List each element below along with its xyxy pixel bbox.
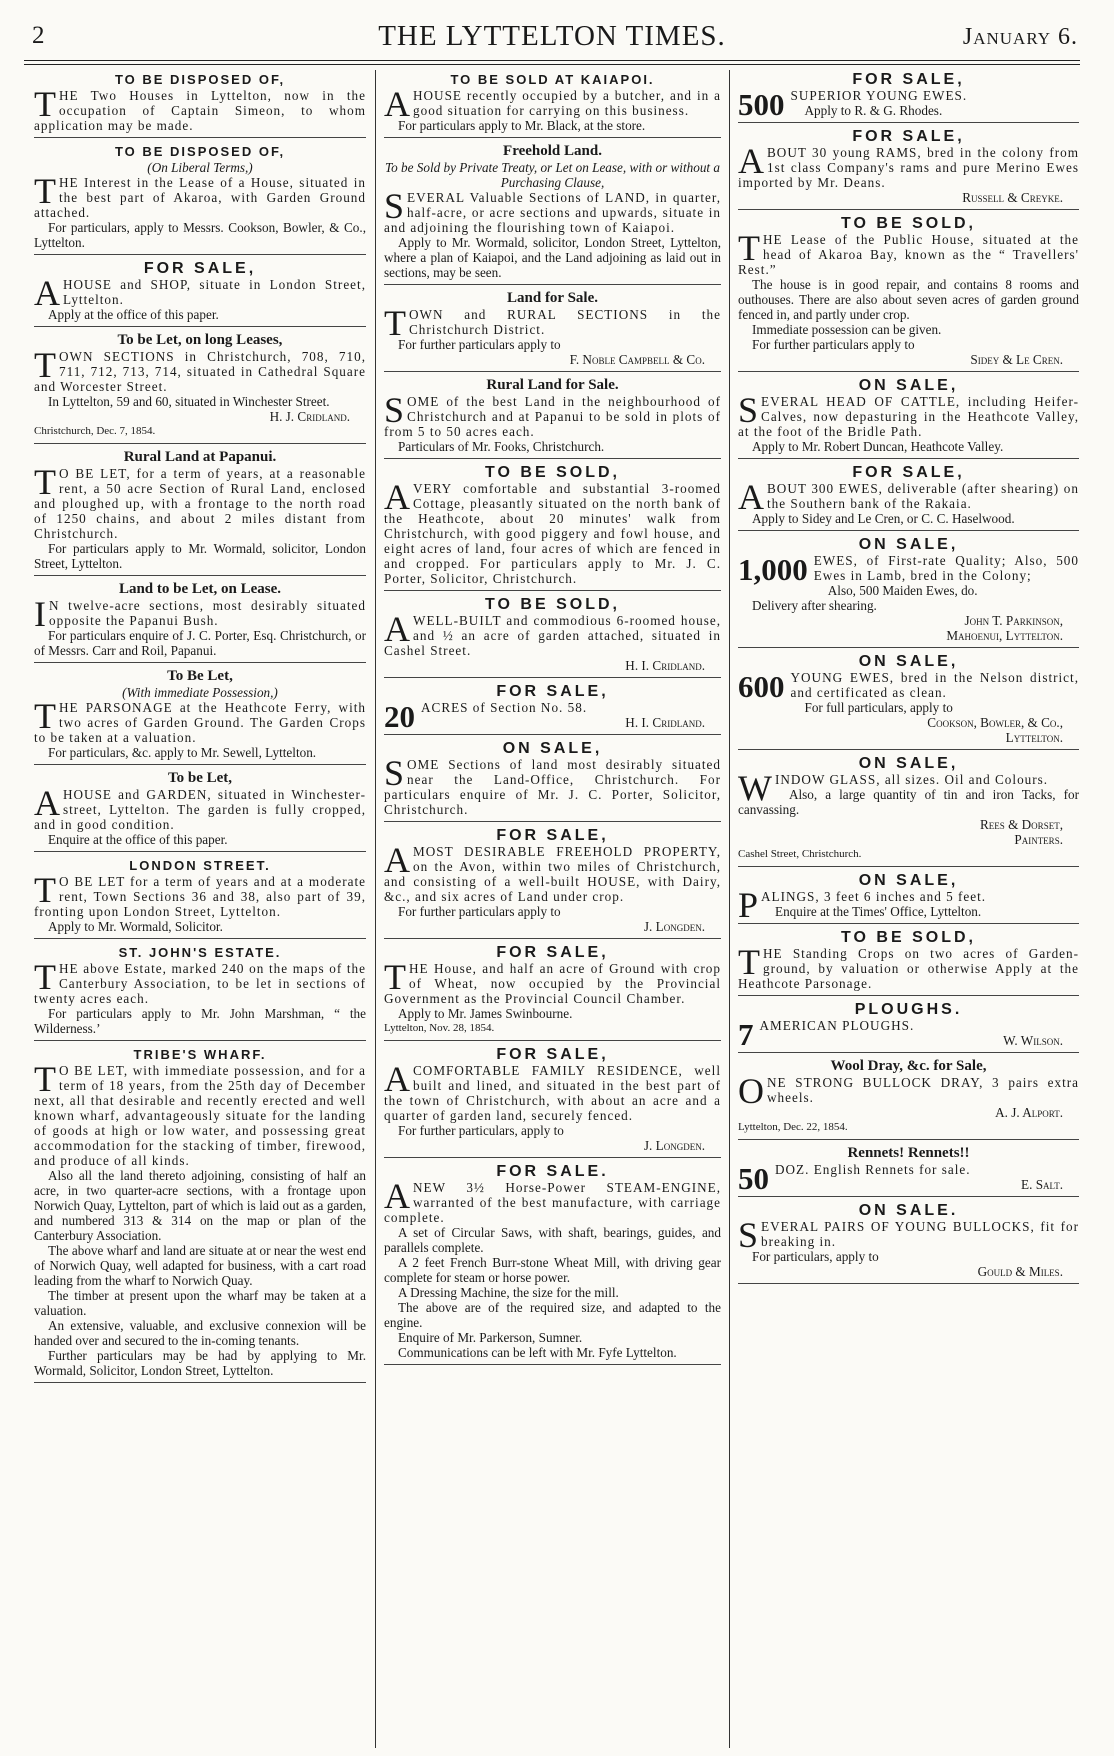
ad-paragraph: The timber at present upon the wharf may be taken at a valuation. — [34, 1288, 366, 1318]
drop-cap: S — [738, 390, 759, 430]
ad-heading: TO BE DISPOSED OF, — [114, 144, 286, 159]
ad-heading: TO BE DISPOSED OF, — [114, 72, 286, 87]
drop-cap: T — [34, 171, 56, 211]
ad-text: ACRES of Section No. 58. — [421, 700, 588, 715]
drop-cap: A — [34, 783, 60, 823]
ad-heading: ON SALE, — [858, 873, 959, 889]
advertisement — [34, 771, 366, 855]
advertisement — [34, 261, 366, 330]
ad-separator — [34, 764, 366, 765]
ad-heading: FOR SALE, — [143, 261, 257, 277]
ad-text: OME Sections of land most desirably situated near the Land-Office, Christchurch. For particulars enquire of Mr. J. C. Porter, Solicitor, Christchurch. — [384, 757, 721, 817]
ad-paragraph: For particulars enquire of J. C. Porter, Esq. Christchurch, or of Messrs. Carr and Roil, Papanui. — [34, 628, 366, 658]
ad-text: HOUSE and GARDEN, situated in Winchester-street, Lyttelton. The garden is fully cropped, and in good condition. — [34, 787, 366, 832]
ad-paragraph: Apply to Mr. James Swinbourne. — [398, 1006, 573, 1021]
ad-signature: Mahoenui, Lyttelton. — [946, 628, 1063, 643]
advertisement — [738, 537, 1079, 651]
advertisement — [738, 1203, 1079, 1287]
drop-cap: S — [384, 753, 405, 793]
ad-text: HE Two Houses in Lyttelton, now in the occupation of Captain Simeon, to whom application may be made. — [34, 88, 366, 133]
ad-heading: FOR SALE, — [496, 828, 609, 844]
ad-heading: ON SALE. — [858, 1203, 959, 1219]
ad-separator — [34, 326, 366, 327]
ad-separator — [34, 137, 366, 138]
ad-separator — [34, 851, 366, 852]
drop-cap: T — [34, 462, 56, 502]
advertisement — [738, 465, 1079, 534]
ad-separator — [738, 866, 1079, 867]
ad-separator — [738, 995, 1079, 996]
advertisement — [738, 378, 1079, 462]
header-rule — [24, 60, 1080, 61]
ad-heading: FOR SALE, — [852, 465, 965, 481]
ad-paragraph: An extensive, valuable, and exclusive connexion will be handed over and secured to the in-coming tenants. — [34, 1318, 366, 1348]
masthead — [24, 18, 1080, 58]
ad-body — [738, 942, 1079, 991]
ad-body — [34, 696, 366, 745]
ad-heading: FOR SALE, — [496, 945, 609, 961]
ad-heading: Rural Land for Sale. — [486, 378, 619, 393]
advertisement — [34, 144, 366, 258]
ad-separator — [34, 575, 366, 576]
advertisement — [34, 1047, 366, 1386]
ad-heading: Rural Land at Papanui. — [123, 450, 277, 465]
advertisement — [738, 756, 1079, 870]
ad-quantity: 7 — [738, 1017, 754, 1052]
drop-cap: A — [384, 477, 410, 517]
ad-separator — [384, 371, 721, 372]
ad-heading: To Be Let, — [167, 669, 233, 684]
ad-text: HE Lease of the Public House, situated at the head of Akaroa Bay, known as the “ Travellers' Rest.” — [738, 232, 1079, 277]
advertisement — [384, 684, 721, 738]
ad-signature: A. J. Alport. — [995, 1105, 1063, 1120]
ad-paragraph: Apply to Sidey and Le Cren, or C. C. Haselwood. — [752, 511, 1015, 526]
ad-body — [384, 753, 721, 817]
ad-text: HOUSE recently occupied by a butcher, and in a good situation for carrying on this business. — [413, 88, 721, 118]
ad-separator — [738, 647, 1079, 648]
ad-heading: TO BE SOLD, — [485, 597, 620, 613]
ad-paragraph: The above wharf and land are situate at or near the west end of Norwich Quay, well adapted for business, with a cart road leading from the wharf to Norwich Quay. — [34, 1243, 366, 1288]
ad-paragraph: For further particulars apply to — [398, 904, 561, 919]
ad-heading: FOR SALE, — [496, 1047, 609, 1063]
ad-separator — [738, 923, 1079, 924]
ad-heading: ON SALE, — [858, 654, 959, 670]
advertisement — [384, 1164, 721, 1368]
ad-heading: TO BE SOLD, — [841, 930, 976, 946]
ad-subheading: (On Liberal Terms,) — [147, 160, 253, 175]
ad-body — [34, 171, 366, 220]
ad-subheading: To be Sold by Private Treaty, or Let on Lease, with or without a Purchasing Clause, — [385, 160, 720, 190]
column-2 — [384, 72, 721, 1748]
ad-text: OWN and RURAL SECTIONS in the Christchurch District. — [409, 307, 721, 337]
ad-text: DOZ. English Rennets for sale. — [775, 1162, 971, 1177]
ad-separator — [34, 1382, 366, 1383]
drop-cap: S — [384, 186, 405, 226]
ad-paragraph: For particulars apply to Mr. Black, at the store. — [398, 118, 646, 133]
ad-paragraph: Communications can be left with Mr. Fyfe Lyttelton. — [398, 1345, 677, 1360]
ad-separator — [738, 1283, 1079, 1284]
ad-text: EVERAL Valuable Sections of LAND, in quarter, half-acre, or acre sections and upwards, situate in and adjoining the flourishing town of Kaiapoi. — [384, 190, 721, 235]
ad-text: OWN SECTIONS in Christchurch, 708, 710, 711, 712, 713, 714, situated in Cathedral Square and Worcester Street. — [34, 349, 366, 394]
ad-body — [384, 1176, 721, 1225]
ad-text: O BE LET, for a term of years, at a reasonable rent, a 50 acre Section of Rural Land, enclosed and ploughed up, with a frontage to the north road of 1250 chains, and about 2 miles distant from Christchurch. — [34, 466, 366, 541]
ad-body — [738, 1215, 1079, 1255]
ad-paragraph: Immediate possession can be given. — [752, 322, 942, 337]
ad-signature: J. Longden. — [643, 919, 705, 934]
ad-heading: Freehold Land. — [503, 144, 602, 159]
ad-body — [384, 84, 721, 124]
ad-text: EVERAL HEAD OF CATTLE, including Heifer-Calves, now depasturing in the Heathcote Valley, at the foot of the Bridle Path. — [738, 394, 1079, 439]
ad-text: AMERICAN PLOUGHS. — [759, 1018, 915, 1033]
ad-body — [384, 840, 721, 904]
ad-separator — [384, 284, 721, 285]
drop-cap: S — [384, 390, 405, 430]
ad-heading: LONDON STREET. — [129, 858, 271, 873]
advertisement — [738, 930, 1079, 999]
advertisement — [34, 72, 366, 141]
ad-paragraph: A 2 feet French Burr-stone Wheat Mill, with driving gear complete for steam or horse power. — [384, 1255, 721, 1285]
ad-quantity: 500 — [738, 87, 785, 122]
ad-dateline: Lyttelton, Dec. 22, 1854. — [738, 1121, 848, 1133]
ad-quantity: 600 — [738, 669, 785, 704]
ad-heading: Land to be Let, on Lease. — [118, 582, 282, 597]
ad-separator — [384, 137, 721, 138]
drop-cap: T — [34, 1059, 56, 1099]
column-divider — [375, 70, 376, 1748]
column-1 — [34, 72, 366, 1748]
ad-text: VERY comfortable and substantial 3-roomed Cottage, pleasantly situated on the north bank of the Heathcote, about 20 minutes' walk from Christchurch, with good piggery and fowl house, and eight acres of land, four acres of which are fenced in and cropped. For particulars apply to Mr. J. C. Porter, Solicitor, Christchurch. — [384, 481, 721, 586]
ad-paragraph: Delivery after shearing. — [752, 598, 877, 613]
drop-cap: T — [738, 228, 760, 268]
ad-heading: ON SALE, — [858, 378, 959, 394]
ad-signature: H. I. Cridland. — [625, 715, 705, 730]
ad-text: COMFORTABLE FAMILY RESIDENCE, well built and lined, and situated in the best part of the town of Christchurch, with about an acre and a quarter of garden land, securely fenced. — [384, 1063, 721, 1123]
ad-paragraph: Enquire of Mr. Parkerson, Sumner. — [398, 1330, 583, 1345]
ad-paragraph: A Dressing Machine, the size for the mill. — [398, 1285, 619, 1300]
ad-heading: ON SALE, — [502, 741, 603, 757]
drop-cap: T — [34, 957, 56, 997]
ad-separator — [738, 749, 1079, 750]
ad-separator — [34, 254, 366, 255]
ad-separator — [34, 443, 366, 444]
ad-paragraph: Apply to Mr. Wormald, Solicitor. — [48, 919, 223, 934]
advertisement — [384, 741, 721, 825]
ad-separator — [738, 458, 1079, 459]
ad-paragraph: For further particulars apply to — [398, 337, 561, 352]
ad-separator — [384, 938, 721, 939]
ad-text: SUPERIOR YOUNG EWES. — [790, 88, 968, 103]
ad-text: EVERAL PAIRS OF YOUNG BULLOCKS, fit for breaking in. — [761, 1219, 1079, 1249]
ad-text: O BE LET for a term of years and at a moderate rent, Town Sections 36 and 38, also part of 39, fronting upon London Street, Lyttelton. — [34, 874, 366, 919]
ad-quantity: 50 — [738, 1161, 769, 1196]
ad-body — [384, 390, 721, 439]
ad-heading: TO BE SOLD, — [485, 465, 620, 481]
ad-signature: H. I. Cridland. — [625, 658, 705, 673]
ad-separator — [384, 1040, 721, 1041]
ad-text: NE STRONG BULLOCK DRAY, 3 pairs extra wheels. — [767, 1075, 1079, 1105]
drop-cap: I — [34, 594, 46, 634]
ad-separator — [738, 122, 1079, 123]
advertisement — [738, 1059, 1079, 1143]
drop-cap: S — [738, 1215, 759, 1255]
ad-body — [738, 1071, 1079, 1111]
advertisement — [34, 333, 366, 447]
ad-heading: FOR SALE. — [496, 1164, 609, 1180]
ad-paragraph: For particulars, apply to — [752, 1249, 879, 1264]
ad-paragraph: Also all the land thereto adjoining, consisting of half an acre, in two quarter-acre sections, with a frontage upon Norwich Quay, Lyttelton, part of which is laid out as a garden, and numbered 313 & 314 on the map or plan of the Canterbury Association. — [34, 1168, 366, 1243]
ad-heading: To be Let, — [167, 771, 233, 786]
ad-heading: To be Let, on long Leases, — [117, 333, 283, 348]
ad-body — [384, 1059, 721, 1123]
ad-text: EWES, of First-rate Quality; Also, 500 Ewes in Lamb, bred in the Colony; — [813, 553, 1079, 583]
ad-signature: Cookson, Bowler, & Co., — [927, 715, 1063, 730]
advertisement — [34, 945, 366, 1044]
ad-separator — [34, 1040, 366, 1041]
ad-body — [384, 186, 721, 235]
ad-paragraph: For further particulars apply to — [752, 337, 915, 352]
ad-heading: TO BE SOLD AT KAIAPOI. — [450, 72, 655, 87]
ad-signature: Rees & Dorset, — [980, 817, 1063, 832]
drop-cap: T — [384, 303, 406, 343]
ad-separator — [738, 1196, 1079, 1197]
advertisement — [384, 828, 721, 942]
ad-separator — [384, 734, 721, 735]
ad-heading: Wool Dray, &c. for Sale, — [830, 1059, 987, 1074]
ad-separator — [384, 1364, 721, 1365]
ad-text: N twelve-acre sections, most desirably situated opposite the Papanui Bush. — [49, 598, 366, 628]
ad-body — [738, 477, 1079, 517]
ad-signature: John T. Parkinson, — [964, 613, 1063, 628]
ad-paragraph: For further particulars, apply to — [398, 1123, 564, 1138]
drop-cap: A — [34, 273, 60, 313]
ad-paragraph: Apply to Mr. Wormald, solicitor, London Street, Lyttelton, where a plan of Kaiapoi, and the Land adjoining as laid out in sections, may be seen. — [384, 235, 721, 280]
ad-signature: Sidey & Le Cren. — [970, 352, 1063, 367]
advertisement — [738, 873, 1079, 927]
ad-body — [34, 84, 366, 133]
ad-signature: H. J. Cridland. — [269, 409, 350, 424]
advertisement — [384, 72, 721, 141]
ad-separator — [384, 1157, 721, 1158]
ad-signature: E. Salt. — [1021, 1177, 1063, 1192]
advertisement — [384, 465, 721, 594]
ad-text: INDOW GLASS, all sizes. Oil and Colours. — [774, 772, 1049, 787]
ad-heading: ON SALE, — [858, 756, 959, 772]
ad-body — [34, 594, 366, 634]
advertisement — [738, 129, 1079, 213]
ad-text: ALINGS, 3 feet 6 inches and 5 feet. — [761, 889, 987, 904]
drop-cap: T — [34, 696, 56, 736]
advertisement — [384, 144, 721, 288]
ad-dateline: Lyttelton, Nov. 28, 1854. — [384, 1022, 495, 1034]
ad-heading: ON SALE, — [858, 537, 959, 553]
ad-separator — [738, 1139, 1079, 1140]
drop-cap: A — [384, 84, 410, 124]
drop-cap: T — [34, 870, 56, 910]
advertisement — [738, 216, 1079, 375]
ad-separator — [384, 821, 721, 822]
ad-text: MOST DESIRABLE FREEHOLD PROPERTY, on the Avon, within two miles of Christchurch, and consisting of a well-built HOUSE, with Dairy, &c., and six acres of Land under crop. — [384, 844, 721, 904]
ad-separator — [738, 209, 1079, 210]
ad-paragraph: For particulars apply to Mr. Wormald, solicitor, London Street, Lyttelton. — [34, 541, 366, 571]
ad-paragraph: Apply to Mr. Robert Duncan, Heathcote Valley. — [752, 439, 1004, 454]
ad-paragraph: Also, a large quantity of tin and iron Tacks, for canvassing. — [738, 787, 1079, 817]
ad-paragraph: For particulars apply to Mr. John Marshman, “ the Wilderness.’ — [34, 1006, 366, 1036]
ad-dateline: Cashel Street, Christchurch. — [738, 848, 862, 860]
ad-signature: Russell & Creyke. — [962, 190, 1063, 205]
drop-cap: A — [384, 1176, 410, 1216]
ad-paragraph: Further particulars may be had by applying to Mr. Wormald, Solicitor, London Street, Lyttelton. — [34, 1348, 366, 1378]
ad-text: BOUT 30 young RAMS, bred in the colony from 1st class Company's rams and pure Merino Ewes imported by Mr. Deans. — [738, 145, 1079, 190]
ad-dateline: Christchurch, Dec. 7, 1854. — [34, 425, 156, 437]
advertisement — [34, 450, 366, 579]
ad-paragraph: A set of Circular Saws, with shaft, bearings, guides, and parallels complete. — [384, 1225, 721, 1255]
ad-signature: W. Wilson. — [1003, 1033, 1063, 1048]
drop-cap: A — [384, 840, 410, 880]
ad-body — [34, 462, 366, 541]
drop-cap: T — [384, 957, 406, 997]
ad-body — [34, 1059, 366, 1168]
advertisement — [34, 582, 366, 666]
ad-text: WELL-BUILT and commodious 6-roomed house, and ½ an acre of garden attached, situated in Cashel Street. — [384, 613, 721, 658]
ad-body — [738, 228, 1079, 277]
column-divider — [729, 70, 730, 1748]
ad-body — [738, 390, 1079, 439]
ad-body — [384, 609, 721, 658]
ad-heading: FOR SALE, — [852, 72, 965, 88]
ad-paragraph: In Lyttelton, 59 and 60, situated in Winchester Street. — [48, 394, 330, 409]
drop-cap: T — [738, 942, 760, 982]
ad-separator — [34, 662, 366, 663]
ad-text: HE Interest in the Lease of a House, situated in the best part of Akaroa, with Garden Ground attached. — [34, 175, 366, 220]
ad-separator — [738, 530, 1079, 531]
ad-body — [34, 273, 366, 313]
ad-separator — [738, 1052, 1079, 1053]
ad-body — [738, 141, 1079, 190]
ad-paragraph: Also, 500 Maiden Ewes, do. — [827, 583, 978, 598]
ad-body — [384, 477, 721, 586]
advertisement — [738, 1002, 1079, 1056]
ad-separator — [384, 590, 721, 591]
ad-separator — [384, 677, 721, 678]
ad-heading: FOR SALE, — [496, 684, 609, 700]
ad-paragraph: For particulars, apply to Messrs. Cookson, Bowler, & Co., Lyttelton. — [34, 220, 366, 250]
ad-paragraph: Apply to R. & G. Rhodes. — [804, 103, 943, 118]
ad-paragraph: Enquire at the Times' Office, Lyttelton. — [775, 904, 982, 919]
advertisement — [738, 72, 1079, 126]
ad-text: O BE LET, with immediate possession, and for a term of 18 years, from the 25th day of December next, all that desirable and recently erected and well known wharf, advantageously situate for the landing of goods at high or low water, and possessing great accommodation for the stacking of timber, firewood, and produce of all kinds. — [34, 1063, 366, 1168]
ad-body — [34, 345, 366, 394]
ad-text: YOUNG EWES, bred in the Nelson district, and certificated as clean. — [790, 670, 1079, 700]
advertisement — [384, 291, 721, 375]
ad-text: HE PARSONAGE at the Heathcote Ferry, with two acres of Garden Ground. The Garden Crops to be taken at a valuation. — [34, 700, 366, 745]
drop-cap: T — [34, 345, 56, 385]
ad-body — [738, 669, 1079, 704]
drop-cap: O — [738, 1071, 764, 1111]
header-rule-double — [24, 64, 1080, 65]
ad-paragraph: Particulars of Mr. Fooks, Christchurch. — [398, 439, 605, 454]
ad-heading: TRIBE'S WHARF. — [133, 1047, 267, 1062]
drop-cap: W — [738, 768, 772, 808]
ad-subheading: (With immediate Possession,) — [122, 685, 278, 700]
ad-quantity: 20 — [384, 699, 415, 734]
advertisement — [384, 597, 721, 681]
ad-body — [384, 957, 721, 1006]
drop-cap: A — [738, 141, 764, 181]
ad-text: NEW 3½ Horse-Power STEAM-ENGINE, warranted of the best manufacture, with carriage complete. — [384, 1180, 721, 1225]
ad-heading: Land for Sale. — [507, 291, 598, 306]
ad-text: BOUT 300 EWES, deliverable (after shearing) on the Southern bank of the Rakaia. — [767, 481, 1079, 511]
ad-signature: F. Noble Campbell & Co. — [569, 352, 705, 367]
ad-signature: Gould & Miles. — [977, 1264, 1063, 1279]
ad-paragraph: Apply at the office of this paper. — [48, 307, 219, 322]
ad-text: HE Standing Crops on two acres of Garden-ground, by valuation or otherwise Apply at the Heathcote Parsonage. — [738, 946, 1079, 991]
drop-cap: A — [384, 1059, 410, 1099]
newspaper-title: THE LYTTELTON TIMES. — [378, 20, 726, 52]
ad-text: OME of the best Land in the neighbourhood of Christchurch and at Papanui to be sold in plots of from 5 to 50 acres each. — [384, 394, 721, 439]
ad-text: HE above Estate, marked 240 on the maps of the Canterbury Association, to be let in sections of twenty acres each. — [34, 961, 366, 1006]
ad-separator — [738, 371, 1079, 372]
advertisement — [384, 945, 721, 1044]
ad-signature: Lyttelton. — [1005, 730, 1063, 745]
ad-paragraph: Enquire at the office of this paper. — [48, 832, 228, 847]
drop-cap: A — [738, 477, 764, 517]
drop-cap: A — [384, 609, 410, 649]
ad-text: HOUSE and SHOP, situate in London Street, Lyttelton. — [63, 277, 366, 307]
advertisement — [34, 669, 366, 768]
ad-text: HE House, and half an acre of Ground with crop of Wheat, now occupied by the Provincial Government as the Provincial Council Chamber. — [384, 961, 721, 1006]
ad-quantity: 1,000 — [738, 552, 808, 587]
column-3 — [738, 72, 1079, 1748]
ad-signature: Painters. — [1014, 832, 1063, 847]
issue-date: January 6. — [962, 24, 1078, 50]
advertisement — [738, 1146, 1079, 1200]
ad-heading: ST. JOHN'S ESTATE. — [118, 945, 282, 960]
ad-signature: J. Longden. — [643, 1138, 705, 1153]
ad-heading: FOR SALE, — [852, 129, 965, 145]
ad-body — [34, 870, 366, 919]
ad-separator — [34, 938, 366, 939]
ad-paragraph: For particulars, &c. apply to Mr. Sewell, Lyttelton. — [48, 745, 317, 760]
advertisement — [34, 858, 366, 942]
ad-body — [384, 303, 721, 343]
ad-paragraph: The house is in good repair, and contains 8 rooms and outhouses. There are also about seven acres of garden ground fenced in, and partly under crop. — [738, 277, 1079, 322]
ad-separator — [384, 458, 721, 459]
ad-body — [34, 957, 366, 1006]
advertisement — [738, 654, 1079, 753]
drop-cap: T — [34, 84, 56, 124]
ad-heading: PLOUGHS. — [854, 1002, 963, 1018]
ad-body — [738, 552, 1079, 587]
ad-body — [34, 783, 366, 832]
advertisement — [384, 1047, 721, 1161]
ad-heading: TO BE SOLD, — [841, 216, 976, 232]
ad-paragraph: The above are of the required size, and adapted to the engine. — [384, 1300, 721, 1330]
ad-heading: Rennets! Rennets!! — [847, 1146, 970, 1161]
drop-cap: P — [738, 885, 759, 925]
page-number: 2 — [32, 22, 45, 49]
advertisement — [384, 378, 721, 462]
ad-paragraph: For full particulars, apply to — [804, 700, 953, 715]
